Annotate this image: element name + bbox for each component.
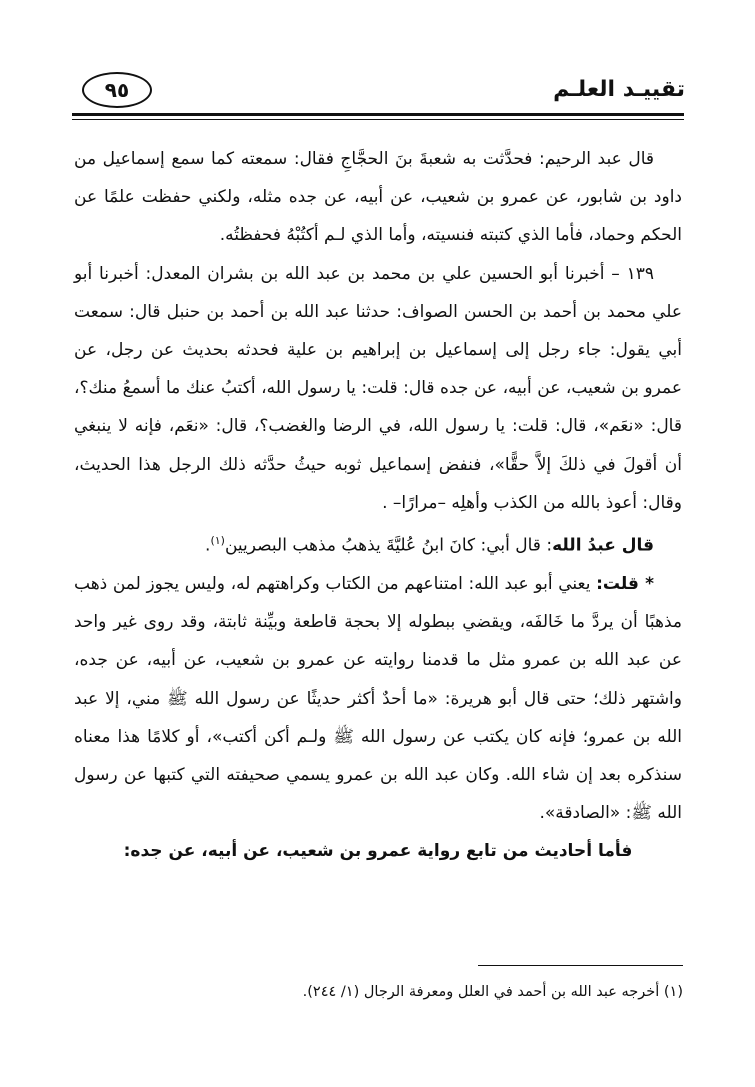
paragraph-abd-al-rahim: قال عبد الرحيم: فحدَّثت به شعبةَ بنَ الحجَّاجِ فقال: سمعته كما سمع إسماعيل من داود بن شابور، عن عمرو بن شعيب، عن أبيه، عن جده مثله، ولكني حفظت علمًا عن الحكم وحماد، فأما الذي كتبته فنسيته، وأما الذي لـم أكتُبْهُ فحفظتُه. bbox=[74, 149, 682, 246]
paragraph-hadith-139: ١٣٩ – أخبرنا أبو الحسين علي بن محمد بن عبد الله بن بشران المعدل: أخبرنا أبو علي محمد بن أحمد بن الحسن الصواف: حدثنا عبد الله بن أحمد بن حنبل قال: سمعت أبي يقول: جاء رجل إلى إسماعيل بن إبراهيم بن علية فحدثه بحديث عن رجل، عن عمرو بن شعيب، عن أبيه، عن جده قال: قلت: يا رسول الله، أكتبُ عنك ما أسمعُ منك؟، قال: «نعَم»، قال: قلت: يا رسول الله، في الرضا والغضب؟، قال: «نعَم، فإنه لا ينبغي أن أقولَ في ذلكَ إلاَّ حقًّا»، فنفض إسماعيل ثوبه حيثُ حدَّثه ذلك الرجل هذا الحديث، وقال: أعوذ بالله من الكذب وأهلِه –مرارًا– . bbox=[74, 263, 682, 513]
page-number: ٩٥ bbox=[104, 78, 130, 102]
page-header bbox=[70, 66, 685, 112]
commentary-lead: * قلت: bbox=[596, 573, 654, 594]
paragraph-commentary bbox=[74, 565, 682, 832]
footnote: (١) أخرجه عبد الله بن أحمد في العلل ومعرفة الرجال (١/ ٢٤٤). bbox=[302, 984, 683, 1000]
abdullah-text: : قال أبي: كانَ ابنُ عُليَّةَ يذهبُ مذهب البصريين bbox=[224, 535, 553, 556]
running-title: تقييـد العلـم bbox=[553, 77, 685, 102]
commentary-text: يعني أبو عبد الله: امتناعهم من الكتاب وكراهتهم له، وليس يجوز لمن ذهب مذهبًا أن يردَّ ما خَالفَه، ويقضي ببطوله إلا بحجة قاطعة وبيِّنة ثابتة، وقد روى غير واحد عن عبد الله بن عمرو مثل ما قدمنا روايته عن عمرو بن شعيب، عن أبيه، عن جده، واشتهر ذلك؛ حتى قال أبو هريرة: «ما أحدٌ أكثر حديثًا عن رسول الله ﷺ مني، إلا عبد الله بن عمرو؛ فإنه كان يكتب عن رسول الله ﷺ ولـم أكن أكتب»، أو كلامًا هذا معناه سنذكره بعد إن شاء الله. وكان عبد الله بن عمرو يسمي صحيفته التي كتبها عن رسول الله ﷺ: «الصادقة». bbox=[74, 573, 682, 824]
header-rule-thick bbox=[72, 113, 684, 116]
footnote-ref[interactable]: (١) bbox=[210, 534, 225, 548]
abdullah-end: . bbox=[205, 535, 211, 556]
page-number-badge bbox=[82, 72, 152, 108]
abdullah-lead: قال عبدُ الله bbox=[552, 535, 654, 556]
footnote-separator bbox=[478, 965, 683, 966]
main-text bbox=[74, 140, 682, 871]
header-rule-thin bbox=[72, 119, 684, 120]
paragraph-abdullah-saying bbox=[74, 522, 682, 565]
section-heading-followers: فأما أحاديث من تابع رواية عمرو بن شعيب، عن أبيه، عن جده: bbox=[123, 841, 633, 862]
